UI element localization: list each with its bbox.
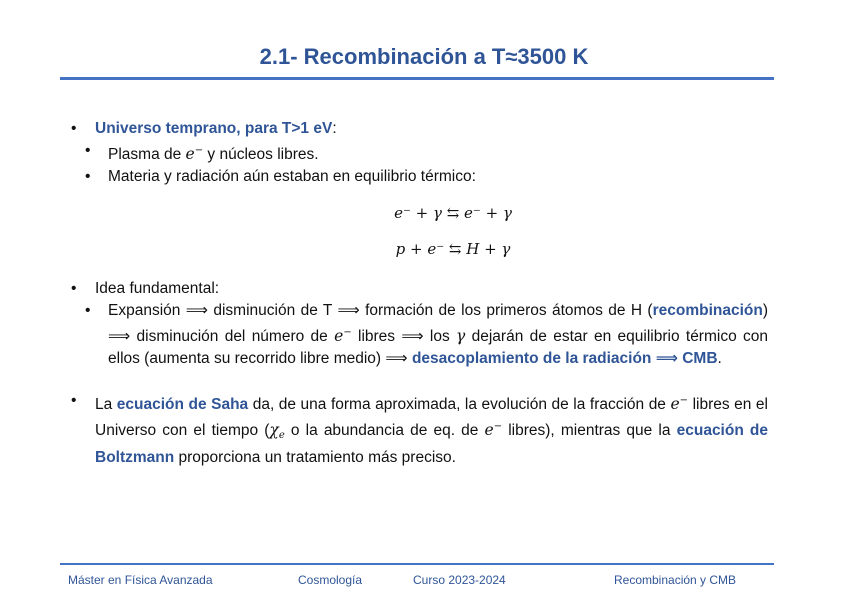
footer-subject: Cosmología: [298, 573, 363, 587]
saha-equation-term: ecuación de Saha: [116, 396, 249, 413]
chi-symbol: χe: [269, 421, 285, 441]
bullet-early-universe: [68, 118, 768, 140]
boltzmann-equation-term: ecuación de Boltzmann: [95, 422, 769, 466]
sub-bullet-expansion: • Expansión ⟹ disminución de T ⟹ formación de los primeros átomos de H (recombinación) ⟹ disminución del número de e− libres ⟹ los γ dejarán de estar en equilibrio térmico con ellos (aumenta su recorrido libre medio) ⟹ desacoplamiento de la radiación ⟹ CMB.: [68, 300, 768, 370]
slide-title: 2.1- Recombinación a T≈3500 K: [259, 44, 589, 69]
equation-recombination: p + e⁻ ⇆ H + γ: [395, 240, 511, 258]
electron-symbol: e−: [670, 395, 689, 413]
heading-colon: :: [332, 120, 337, 137]
bullet-fundamental-idea: • Idea fundamental:: [68, 278, 768, 300]
footer-program: Máster en Física Avanzada: [68, 573, 213, 587]
bullet-saha-boltzmann: • La ecuación de Saha da, de una forma aproximada, la evolución de la fracción de e− libres en el Universo con el tiempo (χe o la abundancia de eq. de e− libres), mientras que la ecuación de Boltzmann proporciona un tratamiento más preciso.: [68, 390, 768, 469]
slide-body: [68, 118, 768, 469]
gamma-symbol: γ: [456, 327, 466, 345]
recombination-term: recombinación: [652, 302, 763, 319]
equation-compton: e⁻ + γ ⇆ e⁻ + γ: [394, 204, 512, 222]
footer-topic: Recombinación y CMB: [614, 573, 737, 587]
sub-bullet-plasma: • Plasma de e− y núcleos libres.: [68, 140, 768, 166]
sub-bullet-equilibrium: • Materia y radiación aún estaban en equilibrio térmico:: [68, 166, 768, 188]
title-divider: [60, 77, 774, 80]
footer-year: Curso 2023-2024: [413, 573, 506, 587]
decoupling-term: desacoplamiento de la radiación ⟹ CMB: [411, 350, 718, 367]
electron-symbol: e−: [185, 145, 204, 163]
footer-divider: [60, 563, 774, 565]
electron-symbol: e−: [484, 421, 503, 439]
electron-symbol: e−: [334, 327, 352, 345]
early-universe-heading: Universo temprano, para T>1 eV: [95, 120, 333, 137]
